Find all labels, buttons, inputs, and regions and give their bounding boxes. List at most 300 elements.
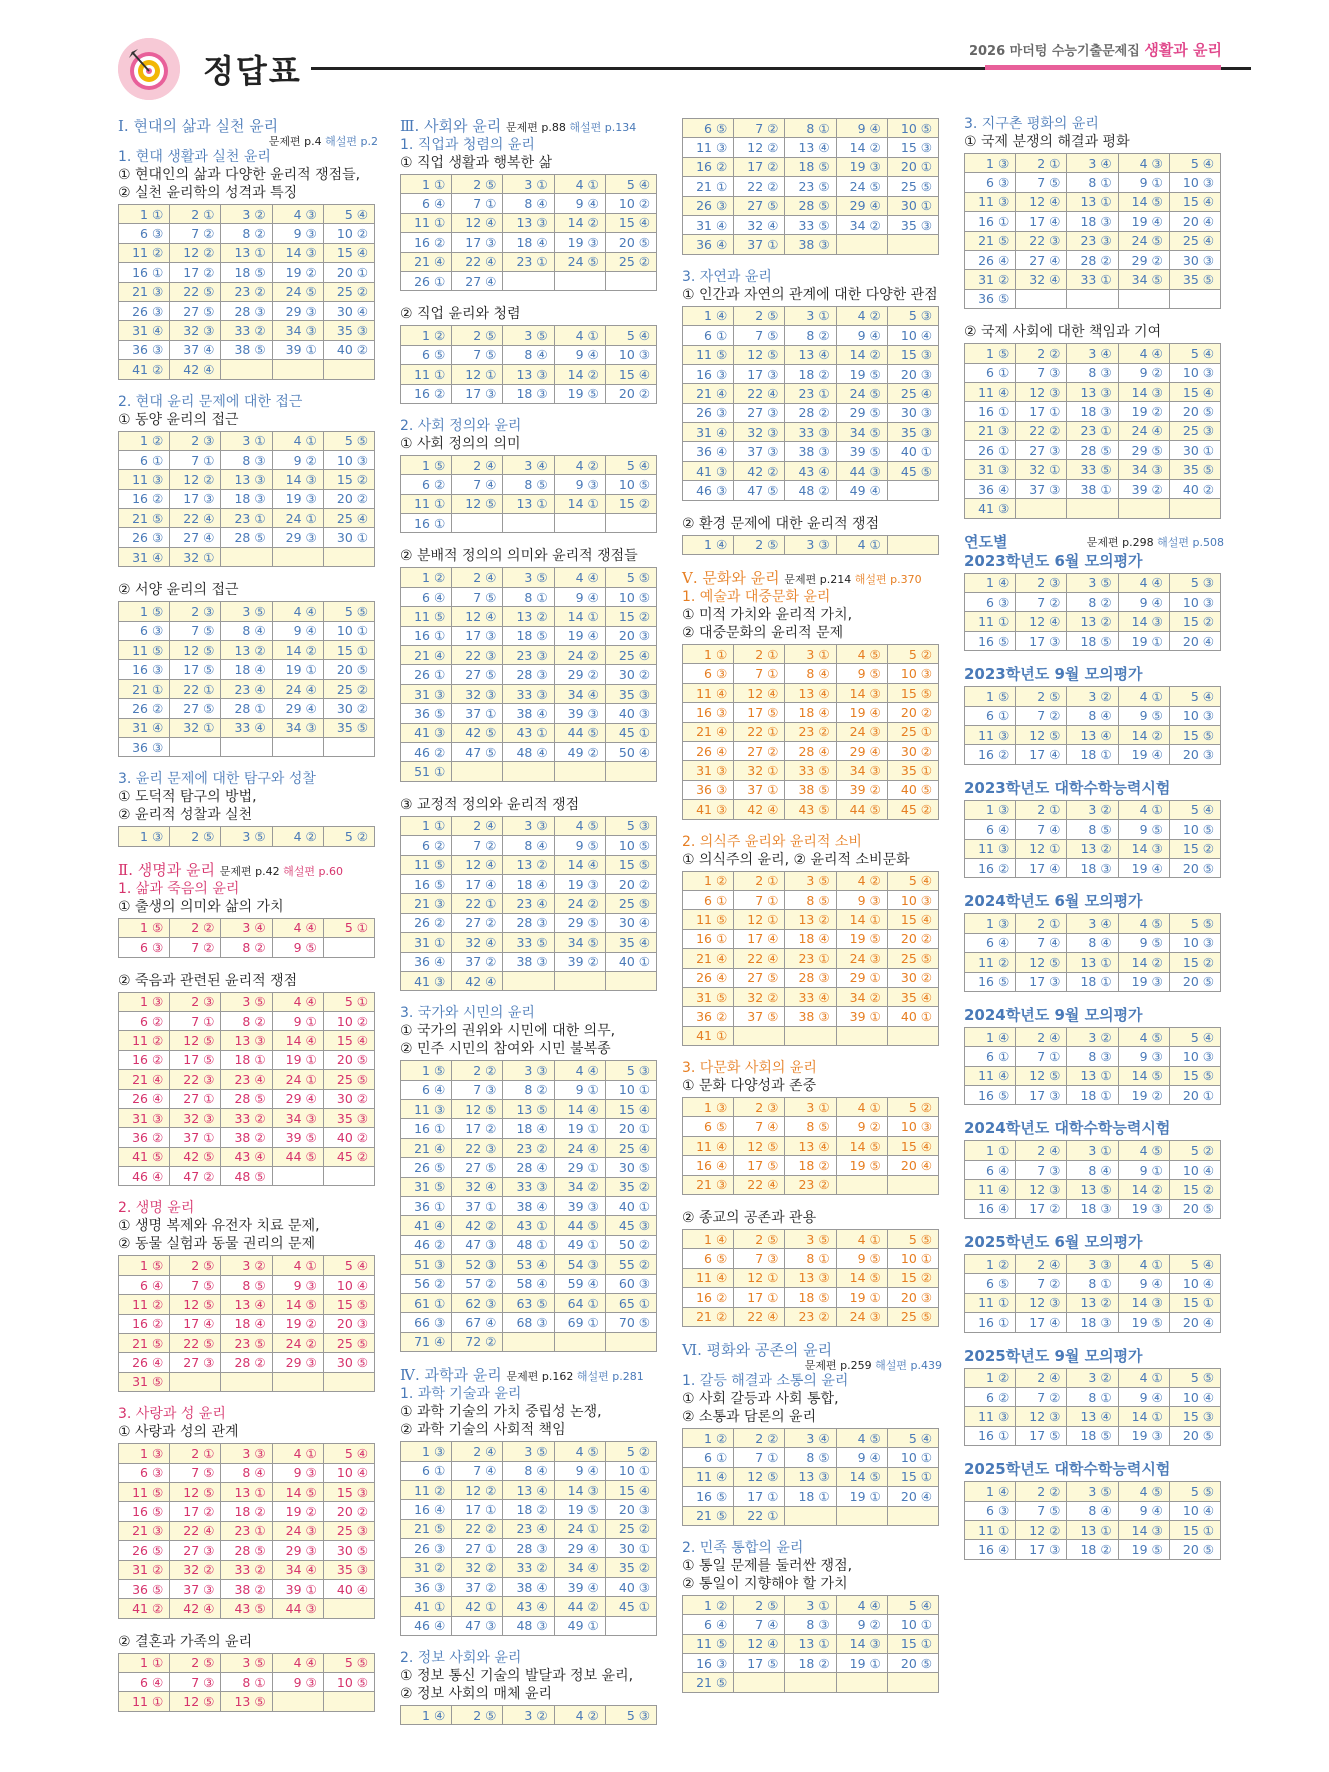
- answer-cell: [272, 1692, 323, 1711]
- answer-cell: 24 ③: [836, 1307, 887, 1326]
- book-reference: [220, 865, 343, 878]
- column-3: [682, 116, 942, 1707]
- answer-cell: 27 ⑤: [170, 699, 221, 718]
- answer-cell: 9 ⑤: [272, 938, 323, 957]
- answer-cell: 38 ⑤: [221, 340, 272, 359]
- answer-cell: 1 ②: [683, 1428, 734, 1447]
- answer-cell: 7 ⑤: [170, 1463, 221, 1482]
- answer-cell: 29 ③: [272, 1541, 323, 1560]
- answer-cell: 18 ③: [1067, 1199, 1118, 1218]
- answer-cell: 27 ⑤: [734, 196, 785, 215]
- topic-title: ② 윤리적 성찰과 실천: [118, 807, 253, 824]
- answer-cell: 49 ①: [554, 1616, 605, 1635]
- answer-cell: 39 ④: [554, 1577, 605, 1596]
- answer-cell: 48 ④: [503, 742, 554, 761]
- answer-table: [682, 1595, 939, 1693]
- answer-cell: 37 ①: [734, 780, 785, 799]
- answer-cell: 1 ⑤: [965, 687, 1016, 706]
- answer-cell: 30 ⑤: [323, 1353, 374, 1372]
- answer-row: [119, 470, 375, 489]
- answer-cell: 20 ②: [323, 489, 374, 508]
- answer-cell: 11 ③: [965, 192, 1016, 211]
- answer-cell: 24 ①: [272, 509, 323, 528]
- answer-cell: 13 ③: [221, 1031, 272, 1050]
- answer-cell: 5 ⑤: [323, 1653, 374, 1672]
- answer-cell: 11 ①: [401, 494, 452, 513]
- answer-cell: [887, 1673, 938, 1692]
- answer-cell: 30 ②: [887, 741, 938, 760]
- answer-cell: [170, 737, 221, 756]
- answer-cell: [734, 1026, 785, 1045]
- answer-cell: 14 ②: [554, 365, 605, 384]
- answer-cell: 3 ①: [1067, 1141, 1118, 1160]
- answer-row: [965, 344, 1221, 363]
- answer-row: [401, 455, 657, 474]
- answer-cell: 25 ①: [887, 722, 938, 741]
- answer-cell: [785, 1026, 836, 1045]
- answer-cell: 4 ⑤: [1118, 1027, 1169, 1046]
- answer-cell: 2 ⑤: [734, 535, 785, 554]
- answer-cell: [554, 514, 605, 533]
- answer-row: [965, 839, 1221, 858]
- answer-cell: 35 ⑤: [1169, 460, 1220, 479]
- answer-cell: 3 ④: [503, 455, 554, 474]
- answer-row: [401, 952, 657, 971]
- answer-cell: 11 ⑤: [401, 607, 452, 626]
- answer-row: [401, 626, 657, 645]
- answer-cell: 9 ④: [1118, 1501, 1169, 1520]
- answer-cell: 16 ①: [965, 402, 1016, 421]
- answer-cell: 38 ④: [503, 1577, 554, 1596]
- answer-cell: 8 ①: [503, 587, 554, 606]
- answer-cell: 9 ⑤: [1118, 820, 1169, 839]
- answer-cell: 10 ⑤: [887, 119, 938, 138]
- answer-cell: 9 ⑤: [836, 1249, 887, 1268]
- answer-cell: 22 ③: [1016, 231, 1067, 250]
- answer-cell: 2 ⑤: [734, 306, 785, 325]
- answer-cell: 17 ③: [1016, 631, 1067, 650]
- answer-cell: 6 ⑤: [683, 1117, 734, 1136]
- answer-cell: 10 ⑤: [1169, 820, 1220, 839]
- answer-cell: [503, 271, 554, 290]
- exam-title: 2023학년도 9월 모의평가: [964, 665, 1143, 684]
- answer-row: [119, 1256, 375, 1275]
- answer-cell: [272, 360, 323, 379]
- answer-cell: [605, 971, 656, 990]
- answer-row: [119, 1482, 375, 1501]
- answer-cell: 2 ②: [1016, 1482, 1067, 1501]
- answer-cell: 24 ④: [554, 1138, 605, 1157]
- answer-row: [119, 509, 375, 528]
- answer-row: [119, 1560, 375, 1579]
- topic-title: ① 직업 생활과 행복한 삶: [400, 155, 553, 171]
- answer-cell: 22 ③: [452, 1138, 503, 1157]
- answer-row: [119, 1541, 375, 1560]
- answer-cell: 21 ②: [683, 1307, 734, 1326]
- answer-row: [401, 1616, 657, 1635]
- answer-cell: [221, 360, 272, 379]
- answer-cell: 28 ②: [1067, 250, 1118, 269]
- answer-cell: 17 ⑤: [170, 1050, 221, 1069]
- answer-cell: 1 ③: [119, 827, 170, 846]
- answer-cell: 18 ②: [1067, 1540, 1118, 1559]
- answer-cell: 4 ④: [554, 568, 605, 587]
- topic-title: ② 민주 시민의 참여와 시민 불복종: [400, 1041, 611, 1058]
- answer-cell: 19 ⑤: [554, 384, 605, 403]
- answer-cell: 13 ③: [221, 470, 272, 489]
- answer-row: [683, 442, 939, 461]
- answer-cell: 27 ④: [1016, 250, 1067, 269]
- answer-cell: [1016, 289, 1067, 308]
- answer-row: [683, 1098, 939, 1117]
- answer-cell: 27 ②: [452, 913, 503, 932]
- topic-title: ① 사회 갈등과 사회 통합,: [682, 1390, 839, 1407]
- answer-cell: 41 ②: [119, 360, 170, 379]
- answer-row: [683, 1307, 939, 1326]
- answer-cell: 16 ⑤: [965, 1086, 1016, 1105]
- answer-row: [401, 971, 657, 990]
- answer-cell: 17 ②: [170, 1502, 221, 1521]
- answer-cell: 3 ④: [1067, 914, 1118, 933]
- answer-cell: 47 ③: [452, 1616, 503, 1635]
- answer-cell: 37 ①: [452, 704, 503, 723]
- topic-title: ① 국제 분쟁의 해결과 평화: [964, 134, 1130, 150]
- answer-cell: 15 ①: [887, 1634, 938, 1653]
- answer-cell: 17 ②: [452, 1119, 503, 1138]
- answer-cell: [503, 971, 554, 990]
- answer-cell: 3 ②: [221, 1256, 272, 1275]
- answer-cell: 4 ④: [272, 602, 323, 621]
- answer-cell: [272, 737, 323, 756]
- answer-cell: 19 ④: [1118, 212, 1169, 231]
- answer-row: [683, 1673, 939, 1692]
- answer-cell: 14 ③: [272, 470, 323, 489]
- answer-cell: 4 ④: [1118, 573, 1169, 592]
- answer-cell: 23 ⑤: [221, 1334, 272, 1353]
- subsection-title: 1. 갈등 해결과 소통의 윤리: [682, 1372, 849, 1389]
- answer-cell: 21 ⑤: [683, 1673, 734, 1692]
- answer-row: [683, 1268, 939, 1287]
- answer-cell: 13 ④: [785, 138, 836, 157]
- answer-row: [401, 1235, 657, 1254]
- answer-cell: 19 ②: [272, 1314, 323, 1333]
- answer-cell: 4 ⑤: [836, 1428, 887, 1447]
- answer-row: [401, 1274, 657, 1293]
- answer-cell: 12 ①: [734, 1268, 785, 1287]
- answer-cell: 15 ⑤: [323, 1295, 374, 1314]
- answer-cell: 8 ③: [1067, 1047, 1118, 1066]
- answer-cell: [323, 1692, 374, 1711]
- answer-cell: 3 ⑤: [221, 992, 272, 1011]
- answer-row: [965, 1501, 1221, 1520]
- answer-cell: 3 ①: [221, 431, 272, 450]
- answer-cell: 18 ①: [785, 1487, 836, 1506]
- answer-cell: 38 ①: [1067, 479, 1118, 498]
- answer-cell: 35 ③: [887, 423, 938, 442]
- answer-cell: 21 ③: [965, 421, 1016, 440]
- answer-cell: 23 ②: [785, 1175, 836, 1194]
- answer-cell: 42 ⑤: [170, 1147, 221, 1166]
- answer-row: [401, 874, 657, 893]
- answer-cell: 6 ⑤: [683, 119, 734, 138]
- answer-cell: 9 ③: [554, 475, 605, 494]
- answer-cell: 4 ②: [554, 1706, 605, 1725]
- answer-cell: 20 ①: [323, 263, 374, 282]
- answer-cell: 2 ④: [1016, 1141, 1067, 1160]
- answer-cell: 17 ③: [734, 364, 785, 383]
- answer-cell: 7 ⑤: [734, 326, 785, 345]
- answer-cell: 16 ③: [683, 703, 734, 722]
- answer-cell: 13 ①: [1067, 953, 1118, 972]
- exam-title: 2024학년도 대학수학능력시험: [964, 1119, 1171, 1138]
- answer-row: [965, 914, 1221, 933]
- answer-row: [965, 270, 1221, 289]
- answer-cell: 12 ⑤: [734, 1467, 785, 1486]
- answer-cell: 14 ②: [554, 213, 605, 232]
- answer-cell: 38 ③: [503, 952, 554, 971]
- answer-cell: 43 ④: [503, 1597, 554, 1616]
- answer-cell: 8 ①: [1067, 173, 1118, 192]
- answer-cell: 7 ①: [1016, 1047, 1067, 1066]
- answer-cell: 32 ④: [452, 1177, 503, 1196]
- subsection-title: 2. 사회 정의와 윤리: [400, 417, 522, 434]
- answer-row: [401, 1313, 657, 1332]
- answer-cell: 4 ②: [554, 455, 605, 474]
- answer-cell: 14 ③: [836, 683, 887, 702]
- answer-cell: 17 ③: [1016, 1540, 1067, 1559]
- answer-cell: 5 ④: [1169, 154, 1220, 173]
- answer-cell: 8 ③: [221, 450, 272, 469]
- answer-cell: 68 ③: [503, 1313, 554, 1332]
- answer-table: [400, 325, 657, 404]
- answer-cell: [323, 737, 374, 756]
- answer-cell: 18 ②: [503, 1500, 554, 1519]
- answer-row: [683, 157, 939, 176]
- answer-cell: 3 ①: [785, 1595, 836, 1614]
- answer-cell: 6 ①: [965, 363, 1016, 382]
- answer-cell: 3 ②: [221, 205, 272, 224]
- subsection-title: 2. 정보 사회와 윤리: [400, 1650, 522, 1667]
- answer-cell: 23 ④: [221, 1070, 272, 1089]
- answer-row: [401, 175, 657, 194]
- answer-cell: 41 ③: [683, 461, 734, 480]
- subsection-title: 3. 국가와 시민의 윤리: [400, 1005, 535, 1022]
- answer-cell: 7 ④: [1016, 820, 1067, 839]
- answer-cell: 1 ⑤: [119, 918, 170, 937]
- answer-cell: 16 ⑤: [119, 1502, 170, 1521]
- topic-title: ① 동양 윤리의 접근: [118, 411, 239, 428]
- answer-cell: 17 ④: [1016, 858, 1067, 877]
- answer-row: [119, 1653, 375, 1672]
- answer-cell: 43 ④: [221, 1147, 272, 1166]
- answer-cell: 31 ③: [401, 684, 452, 703]
- answer-cell: 19 ②: [1118, 402, 1169, 421]
- answer-cell: 42 ④: [734, 800, 785, 819]
- answer-cell: 12 ②: [452, 1480, 503, 1499]
- answer-cell: 6 ①: [683, 890, 734, 909]
- exam-title: 2024학년도 9월 모의평가: [964, 1005, 1143, 1024]
- answer-cell: 12 ②: [1016, 1520, 1067, 1539]
- answer-cell: 21 ⑤: [401, 1519, 452, 1538]
- answer-cell: 14 ⑤: [272, 1295, 323, 1314]
- answer-cell: 47 ⑤: [452, 742, 503, 761]
- answer-row: [965, 421, 1221, 440]
- answer-cell: 36 ②: [683, 1007, 734, 1026]
- answer-table: [682, 644, 939, 820]
- answer-columns: [118, 116, 1228, 1766]
- answer-cell: 31 ②: [401, 1558, 452, 1577]
- subsection-title: 1. 예술과 대중문화 윤리: [682, 589, 831, 606]
- answer-cell: [887, 1026, 938, 1045]
- answer-cell: 43 ⑤: [785, 800, 836, 819]
- answer-row: [119, 1167, 375, 1186]
- answer-cell: 6 ③: [119, 224, 170, 243]
- answer-cell: 11 ⑤: [683, 345, 734, 364]
- answer-cell: 18 ④: [221, 660, 272, 679]
- subsection-title: 3. 윤리 문제에 대한 탐구와 성찰: [118, 771, 316, 788]
- answer-cell: 26 ①: [965, 441, 1016, 460]
- answer-cell: 42 ②: [734, 461, 785, 480]
- answer-cell: 45 ①: [605, 723, 656, 742]
- answer-cell: 15 ④: [1169, 382, 1220, 401]
- answer-row: [965, 612, 1221, 631]
- answer-cell: 18 ⑤: [1067, 1426, 1118, 1445]
- answer-cell: 1 ③: [119, 992, 170, 1011]
- answer-cell: 23 ①: [1067, 421, 1118, 440]
- answer-cell: 15 ④: [323, 1031, 374, 1050]
- answer-cell: 15 ①: [323, 641, 374, 660]
- answer-cell: 31 ④: [119, 547, 170, 566]
- answer-cell: 26 ③: [683, 196, 734, 215]
- answer-cell: 10 ③: [887, 664, 938, 683]
- answer-row: [119, 992, 375, 1011]
- answer-cell: 16 ③: [683, 364, 734, 383]
- answer-cell: 5 ④: [605, 455, 656, 474]
- answer-cell: 24 ④: [272, 679, 323, 698]
- answer-cell: 4 ④: [272, 1653, 323, 1672]
- answer-row: [683, 403, 939, 422]
- answer-cell: 5 ①: [323, 992, 374, 1011]
- answer-row: [401, 607, 657, 626]
- answer-cell: 29 ①: [554, 1158, 605, 1177]
- answer-cell: 20 ②: [605, 874, 656, 893]
- answer-cell: 22 ⑤: [170, 282, 221, 301]
- answer-cell: 29 ②: [554, 665, 605, 684]
- answer-cell: 24 ②: [272, 1334, 323, 1353]
- answer-cell: 46 ④: [401, 1616, 452, 1635]
- answer-cell: 32 ①: [170, 718, 221, 737]
- answer-cell: 33 ④: [221, 718, 272, 737]
- answer-cell: 27 ⑤: [452, 1158, 503, 1177]
- answer-cell: 34 ③: [836, 761, 887, 780]
- answer-cell: 11 ①: [965, 1520, 1016, 1539]
- answer-cell: 38 ④: [503, 1197, 554, 1216]
- answer-cell: 16 ①: [401, 1119, 452, 1138]
- answer-cell: 40 ⑤: [887, 780, 938, 799]
- answer-row: [965, 1255, 1221, 1274]
- answer-cell: 3 ①: [785, 1098, 836, 1117]
- answer-cell: 8 ①: [221, 1673, 272, 1692]
- answer-cell: 23 ④: [503, 894, 554, 913]
- answer-cell: 23 ②: [503, 1138, 554, 1157]
- answer-row: [683, 910, 939, 929]
- section-title: [400, 1366, 660, 1386]
- answer-cell: 26 ③: [683, 403, 734, 422]
- answer-cell: 9 ④: [554, 194, 605, 213]
- problem-page: 문제편 p.4: [268, 135, 322, 148]
- answer-cell: 16 ④: [401, 1500, 452, 1519]
- answer-table: [400, 1441, 657, 1636]
- answer-row: [965, 1387, 1221, 1406]
- answer-cell: 1 ⑤: [401, 455, 452, 474]
- answer-cell: 10 ③: [887, 1117, 938, 1136]
- answer-cell: [887, 235, 938, 254]
- answer-cell: 27 ①: [452, 1539, 503, 1558]
- answer-cell: 12 ①: [734, 910, 785, 929]
- answer-cell: 30 ②: [323, 699, 374, 718]
- header-rule-accent: [985, 65, 1221, 70]
- answer-cell: 1 ③: [119, 1444, 170, 1463]
- answer-cell: 1 ④: [965, 1027, 1016, 1046]
- answer-row: [401, 1138, 657, 1157]
- answer-cell: 41 ③: [683, 800, 734, 819]
- answer-cell: 32 ③: [170, 321, 221, 340]
- answer-cell: 40 ②: [323, 1128, 374, 1147]
- answer-cell: 29 ③: [272, 1353, 323, 1372]
- answer-cell: 13 ②: [1067, 839, 1118, 858]
- answer-cell: 15 ④: [605, 213, 656, 232]
- answer-cell: [785, 1506, 836, 1525]
- answer-cell: 34 ③: [272, 1108, 323, 1127]
- answer-cell: 1 ⑤: [401, 1061, 452, 1080]
- answer-row: [119, 938, 375, 957]
- answer-cell: 21 ①: [119, 679, 170, 698]
- answer-cell: 25 ⑤: [323, 1070, 374, 1089]
- answer-cell: 11 ②: [401, 1480, 452, 1499]
- answer-cell: 17 ④: [1016, 212, 1067, 231]
- answer-cell: 4 ④: [1118, 344, 1169, 363]
- answer-cell: 7 ①: [170, 450, 221, 469]
- answer-cell: 23 ①: [221, 1521, 272, 1540]
- answer-cell: 11 ①: [401, 213, 452, 232]
- answer-cell: 33 ③: [503, 684, 554, 703]
- answer-cell: 6 ②: [401, 836, 452, 855]
- answer-cell: 32 ①: [734, 761, 785, 780]
- answer-cell: 7 ④: [452, 475, 503, 494]
- answer-cell: 13 ③: [503, 213, 554, 232]
- answer-cell: 22 ⑤: [170, 1334, 221, 1353]
- answer-cell: 6 ④: [965, 933, 1016, 952]
- answer-cell: 44 ⑤: [272, 1147, 323, 1166]
- answer-cell: 14 ②: [1118, 725, 1169, 744]
- answer-cell: 40 ②: [323, 340, 374, 359]
- answer-cell: 43 ①: [503, 1216, 554, 1235]
- answer-cell: [554, 271, 605, 290]
- answer-cell: 16 ①: [965, 212, 1016, 231]
- answer-cell: 5 ③: [605, 1706, 656, 1725]
- answer-cell: 32 ①: [170, 547, 221, 566]
- answer-cell: 28 ①: [221, 699, 272, 718]
- answer-row: [683, 1175, 939, 1194]
- answer-cell: 12 ⑤: [1016, 953, 1067, 972]
- topic-title: ① 사회 정의의 의미: [400, 435, 521, 452]
- answer-cell: 8 ⑤: [1067, 820, 1118, 839]
- answer-cell: [836, 1506, 887, 1525]
- answer-cell: 17 ③: [452, 626, 503, 645]
- answer-cell: 5 ②: [1169, 1141, 1220, 1160]
- answer-cell: 5 ④: [323, 1256, 374, 1275]
- answer-cell: [554, 1332, 605, 1351]
